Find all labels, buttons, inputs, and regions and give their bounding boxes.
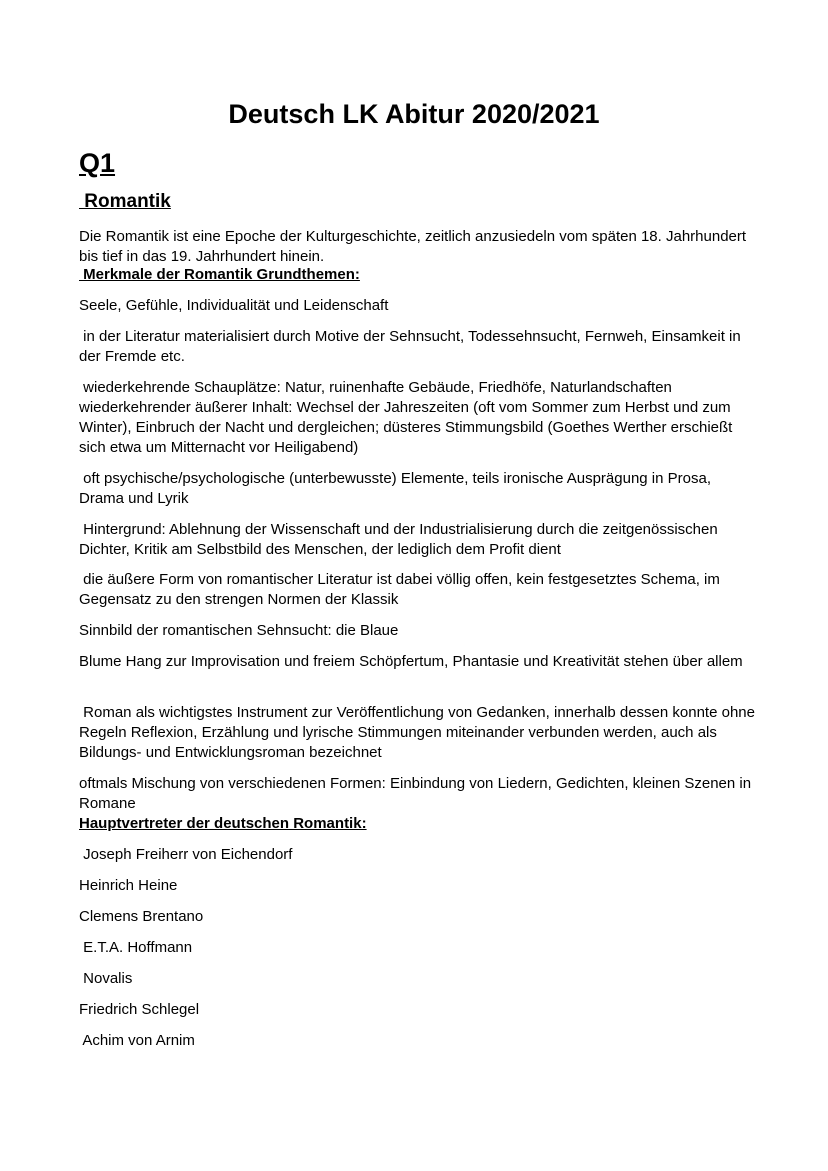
section-title-romantik: Romantik xyxy=(79,191,171,212)
author-item: Achim von Arnim xyxy=(79,1032,195,1049)
intro-paragraph: Die Romantik ist eine Epoche der Kulturgeschichte, zeitlich anzusiedeln vom späten 18. Jahrhundert bis tief in das 19. Jahrhundert hinein. xyxy=(79,228,751,265)
feature-item: oftmals Mischung von verschiedenen Formen: Einbindung von Liedern, Gedichten, kleinen Szenen in Romane xyxy=(79,775,756,812)
feature-item: Roman als wichtigstes Instrument zur Veröffentlichung von Gedanken, innerhalb dessen konnte ohne Regeln Reflexion, Erzählung und lyrische Stimmungen miteinander verbunden werden, auch als Bildungs- und Entwicklungsroman bezeichnet xyxy=(79,704,760,761)
feature-item: wiederkehrende Schauplätze: Natur, ruinenhafte Gebäude, Friedhöfe, Naturlandschaften wiederkehrender äußerer Inhalt: Wechsel der Jahreszeiten (oft vom Sommer zum Herbst und zum Winter), Einbruch der Nacht und dergleichen; düsteres Stimmungsbild (Goethes Werther erschießt sich etwa um Mitternacht vor Heiligabend) xyxy=(79,379,737,456)
feature-item: Hintergrund: Ablehnung der Wissenschaft und der Industrialisierung durch die zeitgenössischen Dichter, Kritik am Selbstbild des Menschen, der lediglich dem Profit dient xyxy=(79,521,722,558)
author-item: Joseph Freiherr von Eichendorf xyxy=(79,846,293,863)
feature-item: oft psychische/psychologische (unterbewusste) Elemente, teils ironische Ausprägung in Prosa, Drama und Lyrik xyxy=(79,470,716,507)
feature-item: in der Literatur materialisiert durch Motive der Sehnsucht, Todessehnsucht, Fernweh, Einsamkeit in der Fremde etc. xyxy=(79,328,745,365)
feature-item: die äußere Form von romantischer Literatur ist dabei völlig offen, kein festgesetztes Schema, im Gegensatz zu den strengen Normen der Klassik xyxy=(79,571,725,608)
feature-item: Seele, Gefühle, Individualität und Leidenschaft xyxy=(79,297,389,314)
q1-heading: Q1 xyxy=(79,148,116,178)
document-title: Deutsch LK Abitur 2020/2021 xyxy=(228,99,600,129)
author-item: Heinrich Heine xyxy=(79,877,178,894)
author-item: Clemens Brentano xyxy=(79,908,204,925)
features-heading: Merkmale der Romantik Grundthemen: xyxy=(79,266,360,283)
author-item: E.T.A. Hoffmann xyxy=(79,939,193,956)
feature-item: Blume Hang zur Improvisation und freiem Schöpfertum, Phantasie und Kreativität stehen über allem xyxy=(79,653,743,670)
feature-item: Sinnbild der romantischen Sehnsucht: die Blaue xyxy=(79,622,399,639)
authors-heading: Hauptvertreter der deutschen Romantik: xyxy=(79,815,367,832)
author-item: Novalis xyxy=(79,970,133,987)
author-item: Friedrich Schlegel xyxy=(79,1001,200,1018)
